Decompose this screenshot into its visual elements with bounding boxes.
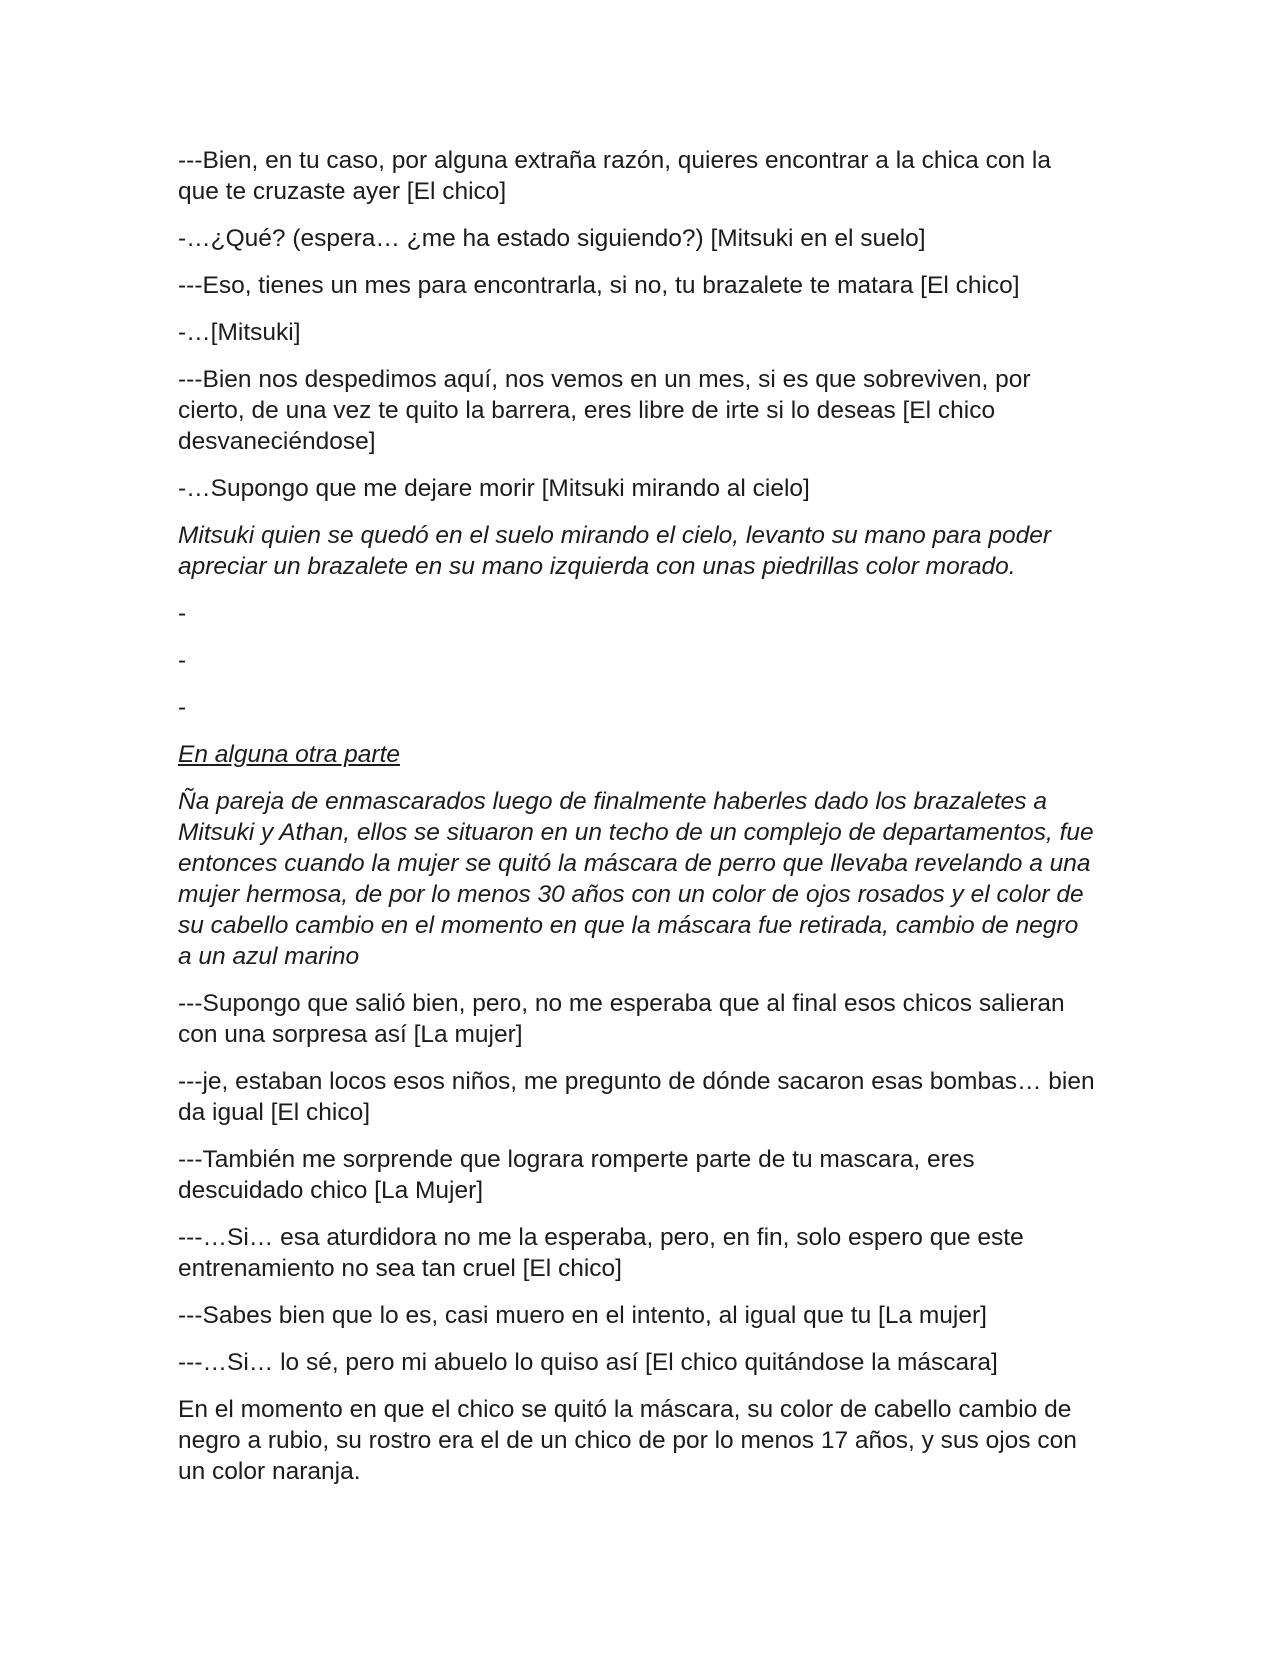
scene-separator: - (178, 600, 187, 627)
dialogue-line: -…Supongo que me dejare morir [Mitsuki mirando al cielo] (178, 475, 810, 502)
scene-separator: - (178, 694, 187, 721)
dialogue-line: ---je, estaban locos esos niños, me pregunto de dónde sacaron esas bombas… bien da igual [El chico] (178, 1068, 1095, 1126)
dialogue-line: ---Bien nos despedimos aquí, nos vemos en un mes, si es que sobreviven, por cierto, de una vez te quito la barrera, eres libre de irte si lo deseas [El chico desvaneciéndose] (178, 366, 1031, 455)
dialogue-line: -…¿Qué? (espera… ¿me ha estado siguiendo?) [Mitsuki en el suelo] (178, 225, 926, 252)
narration-paragraph: Ña pareja de enmascarados luego de finalmente haberles dado los brazaletes a Mitsuki y Athan, ellos se situaron en un techo de un complejo de departamentos, fue entonces cuando la mujer se quitó la máscara de perro que llevaba revelando a una mujer hermosa, de por lo menos 30 años con un color de ojos rosados y el color de su cabello cambio en el momento en que la máscara fue retirada, cambio de negro a un azul marino (178, 788, 1094, 970)
dialogue-line: ---Bien, en tu caso, por alguna extraña razón, quieres encontrar a la chica con la que te cruzaste ayer [El chico] (178, 147, 1051, 205)
document-body (178, 145, 1098, 1503)
narration-paragraph: En el momento en que el chico se quitó la máscara, su color de cabello cambio de negro a rubio, su rostro era el de un chico de por lo menos 17 años, y sus ojos con un color naranja. (178, 1396, 1077, 1485)
dialogue-line: ---Eso, tienes un mes para encontrarla, si no, tu brazalete te matara [El chico] (178, 272, 1020, 299)
dialogue-line: ---Supongo que salió bien, pero, no me esperaba que al final esos chicos salieran con una sorpresa así [La mujer] (178, 990, 1065, 1048)
narration-paragraph: Mitsuki quien se quedó en el suelo mirando el cielo, levanto su mano para poder apreciar un brazalete en su mano izquierda con unas piedrillas color morado. (178, 522, 1052, 580)
dialogue-line: ---También me sorprende que lograra romperte parte de tu mascara, eres descuidado chico [La Mujer] (178, 1146, 975, 1204)
dialogue-line: -…[Mitsuki] (178, 319, 301, 346)
scene-separator: - (178, 647, 187, 674)
dialogue-line: ---…Si… lo sé, pero mi abuelo lo quiso así [El chico quitándose la máscara] (178, 1349, 998, 1376)
dialogue-line: ---Sabes bien que lo es, casi muero en el intento, al igual que tu [La mujer] (178, 1302, 987, 1329)
scene-heading: En alguna otra parte (178, 741, 401, 768)
dialogue-line: ---…Si… esa aturdidora no me la esperaba, pero, en fin, solo espero que este entrenamiento no sea tan cruel [El chico] (178, 1224, 1024, 1282)
